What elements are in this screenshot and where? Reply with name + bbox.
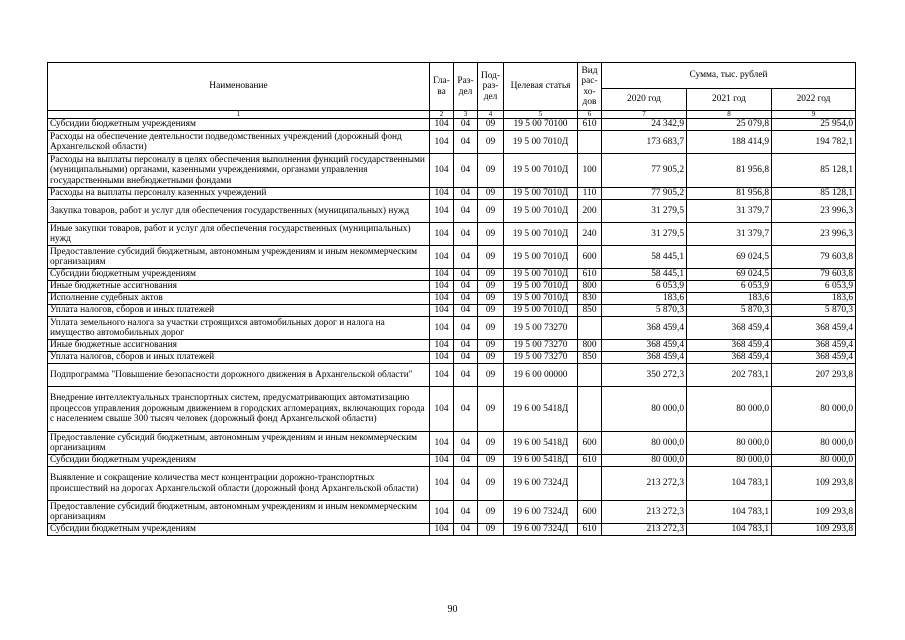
row-value-2020: 24 342,9 <box>602 119 687 131</box>
row-value-2022: 85 128,1 <box>772 188 856 200</box>
row-razdel: 04 <box>454 317 478 340</box>
row-razdel: 04 <box>454 269 478 281</box>
row-podrazdel: 09 <box>478 154 504 188</box>
column-number: 5 <box>504 111 578 119</box>
row-value-2021: 368 459,4 <box>687 340 772 352</box>
row-target: 19 6 00 7324Д <box>504 467 578 501</box>
table-row <box>48 455 856 467</box>
table-row <box>48 467 856 501</box>
row-value-2020: 77 905,2 <box>602 188 687 200</box>
row-razdel: 04 <box>454 293 478 305</box>
row-glava: 104 <box>430 501 454 524</box>
budget-table <box>47 62 856 536</box>
row-name: Иные бюджетные ассигнования <box>48 340 430 352</box>
row-razdel: 04 <box>454 246 478 269</box>
row-vid: 610 <box>578 455 602 467</box>
row-value-2020: 368 459,4 <box>602 352 687 364</box>
table-row <box>48 387 856 432</box>
table-row <box>48 281 856 293</box>
row-glava: 104 <box>430 281 454 293</box>
row-podrazdel: 09 <box>478 200 504 223</box>
row-razdel: 04 <box>454 305 478 317</box>
row-value-2022: 368 459,4 <box>772 340 856 352</box>
column-number: 8 <box>687 111 772 119</box>
header-glava: Гла-ва <box>430 63 454 111</box>
row-value-2020: 213 272,3 <box>602 501 687 524</box>
row-razdel: 04 <box>454 188 478 200</box>
row-value-2020: 58 445,1 <box>602 246 687 269</box>
row-value-2020: 31 279,5 <box>602 223 687 246</box>
column-numbers-row <box>48 111 856 119</box>
row-target: 19 5 00 73270 <box>504 340 578 352</box>
row-podrazdel: 09 <box>478 305 504 317</box>
row-name: Внедрение интеллектуальных транспортных систем, предусматривающих автоматизацию процессов управления дорожным движением в городских агломерациях, включающих города с населением свыше 300 тысяч человек (дорожный фонд Архангельской области) <box>48 387 430 432</box>
header-name: Наименование <box>48 63 430 111</box>
row-name: Иные закупки товаров, работ и услуг для обеспечения государственных (муниципальных) нужд <box>48 223 430 246</box>
row-target: 19 5 00 7010Д <box>504 131 578 154</box>
row-podrazdel: 09 <box>478 364 504 387</box>
row-razdel: 04 <box>454 200 478 223</box>
row-value-2022: 79 603,8 <box>772 246 856 269</box>
table-row <box>48 223 856 246</box>
row-value-2021: 69 024,5 <box>687 246 772 269</box>
row-value-2021: 81 956,8 <box>687 154 772 188</box>
row-target: 19 5 00 7010Д <box>504 188 578 200</box>
row-value-2021: 31 379,7 <box>687 223 772 246</box>
row-vid: 600 <box>578 432 602 455</box>
row-glava: 104 <box>430 432 454 455</box>
header-razdel: Раз-дел <box>454 63 478 111</box>
row-razdel: 04 <box>454 223 478 246</box>
table-row <box>48 246 856 269</box>
row-razdel: 04 <box>454 455 478 467</box>
row-value-2022: 183,6 <box>772 293 856 305</box>
header-year-2021: 2021 год <box>687 89 772 111</box>
row-value-2022: 109 293,8 <box>772 501 856 524</box>
table-row <box>48 131 856 154</box>
column-number: 2 <box>430 111 454 119</box>
row-podrazdel: 09 <box>478 188 504 200</box>
row-vid <box>578 317 602 340</box>
row-name: Выявление и сокращение количества мест концентрации дорожно-транспортных происшествий на дорогах Архангельской области (дорожный фонд Архангельской области) <box>48 467 430 501</box>
page-number: 90 <box>447 604 458 615</box>
row-podrazdel: 09 <box>478 317 504 340</box>
row-vid: 800 <box>578 340 602 352</box>
row-target: 19 5 00 7010Д <box>504 223 578 246</box>
row-value-2020: 213 272,3 <box>602 524 687 536</box>
row-target: 19 5 00 70100 <box>504 119 578 131</box>
row-glava: 104 <box>430 455 454 467</box>
row-glava: 104 <box>430 119 454 131</box>
row-vid: 110 <box>578 188 602 200</box>
row-podrazdel: 09 <box>478 281 504 293</box>
row-razdel: 04 <box>454 131 478 154</box>
header-vid: Вид рас-хо-дов <box>578 63 602 111</box>
row-razdel: 04 <box>454 340 478 352</box>
row-name: Предоставление субсидий бюджетным, автономным учреждениям и иным некоммерческим организациям <box>48 432 430 455</box>
row-target: 19 6 00 5418Д <box>504 455 578 467</box>
row-podrazdel: 09 <box>478 340 504 352</box>
row-name: Субсидии бюджетным учреждениям <box>48 455 430 467</box>
row-podrazdel: 09 <box>478 467 504 501</box>
row-vid <box>578 364 602 387</box>
row-vid: 610 <box>578 524 602 536</box>
table-row <box>48 432 856 455</box>
table-header-row <box>48 63 856 89</box>
row-podrazdel: 09 <box>478 223 504 246</box>
row-glava: 104 <box>430 364 454 387</box>
column-number: 1 <box>48 111 430 119</box>
row-value-2020: 368 459,4 <box>602 317 687 340</box>
row-value-2021: 5 870,3 <box>687 305 772 317</box>
row-name: Иные бюджетные ассигнования <box>48 281 430 293</box>
row-name: Уплата земельного налога за участки строящихся автомобильных дорог и налога на имущество автомобильных дорог <box>48 317 430 340</box>
row-value-2022: 79 603,8 <box>772 269 856 281</box>
column-number: 6 <box>578 111 602 119</box>
row-podrazdel: 09 <box>478 246 504 269</box>
row-value-2022: 80 000,0 <box>772 387 856 432</box>
row-value-2021: 104 783,1 <box>687 501 772 524</box>
row-value-2021: 80 000,0 <box>687 387 772 432</box>
row-vid: 800 <box>578 281 602 293</box>
row-value-2021: 368 459,4 <box>687 317 772 340</box>
row-vid: 850 <box>578 305 602 317</box>
row-name: Уплата налогов, сборов и иных платежей <box>48 352 430 364</box>
row-razdel: 04 <box>454 524 478 536</box>
row-glava: 104 <box>430 246 454 269</box>
row-name: Закупка товаров, работ и услуг для обеспечения государственных (муниципальных) нужд <box>48 200 430 223</box>
row-value-2022: 23 996,3 <box>772 200 856 223</box>
column-number: 9 <box>772 111 856 119</box>
row-glava: 104 <box>430 524 454 536</box>
row-razdel: 04 <box>454 501 478 524</box>
table-row <box>48 317 856 340</box>
header-podrazdel: Под-раз-дел <box>478 63 504 111</box>
row-value-2022: 23 996,3 <box>772 223 856 246</box>
table-row <box>48 200 856 223</box>
row-name: Исполнение судебных актов <box>48 293 430 305</box>
row-vid: 610 <box>578 119 602 131</box>
column-number: 7 <box>602 111 687 119</box>
row-razdel: 04 <box>454 364 478 387</box>
row-razdel: 04 <box>454 119 478 131</box>
row-podrazdel: 09 <box>478 293 504 305</box>
row-value-2022: 80 000,0 <box>772 455 856 467</box>
row-target: 19 5 00 7010Д <box>504 293 578 305</box>
row-glava: 104 <box>430 293 454 305</box>
row-name: Подпрограмма "Повышение безопасности дорожного движения в Архангельской области" <box>48 364 430 387</box>
row-value-2021: 69 024,5 <box>687 269 772 281</box>
table-row <box>48 340 856 352</box>
row-target: 19 5 00 7010Д <box>504 281 578 293</box>
row-target: 19 5 00 7010Д <box>504 200 578 223</box>
row-podrazdel: 09 <box>478 119 504 131</box>
table-row <box>48 305 856 317</box>
row-name: Расходы на обеспечение деятельности подведомственных учреждений (дорожный фонд Архангельской области) <box>48 131 430 154</box>
header-year-2022: 2022 год <box>772 89 856 111</box>
column-number: 4 <box>478 111 504 119</box>
row-value-2021: 188 414,9 <box>687 131 772 154</box>
row-target: 19 5 00 7010Д <box>504 305 578 317</box>
row-name: Субсидии бюджетным учреждениям <box>48 119 430 131</box>
row-value-2021: 80 000,0 <box>687 455 772 467</box>
row-value-2022: 368 459,4 <box>772 352 856 364</box>
row-value-2020: 368 459,4 <box>602 340 687 352</box>
row-target: 19 6 00 7324Д <box>504 501 578 524</box>
row-value-2022: 85 128,1 <box>772 154 856 188</box>
row-value-2020: 5 870,3 <box>602 305 687 317</box>
table-row <box>48 269 856 281</box>
row-podrazdel: 09 <box>478 524 504 536</box>
row-target: 19 5 00 73270 <box>504 352 578 364</box>
row-name: Предоставление субсидий бюджетным, автономным учреждениям и иным некоммерческим организациям <box>48 501 430 524</box>
row-vid: 240 <box>578 223 602 246</box>
table-body <box>48 119 856 536</box>
row-razdel: 04 <box>454 281 478 293</box>
row-vid <box>578 131 602 154</box>
row-value-2022: 194 782,1 <box>772 131 856 154</box>
table-row <box>48 154 856 188</box>
row-value-2020: 6 053,9 <box>602 281 687 293</box>
row-value-2020: 77 905,2 <box>602 154 687 188</box>
row-vid: 850 <box>578 352 602 364</box>
row-glava: 104 <box>430 352 454 364</box>
row-glava: 104 <box>430 269 454 281</box>
table-row <box>48 352 856 364</box>
row-value-2020: 350 272,3 <box>602 364 687 387</box>
row-value-2021: 80 000,0 <box>687 432 772 455</box>
row-vid <box>578 387 602 432</box>
row-vid: 600 <box>578 501 602 524</box>
row-value-2020: 183,6 <box>602 293 687 305</box>
row-vid: 600 <box>578 246 602 269</box>
row-value-2021: 104 783,1 <box>687 524 772 536</box>
table-row <box>48 119 856 131</box>
header-sum: Сумма, тыс. рублей <box>602 63 856 89</box>
row-value-2020: 80 000,0 <box>602 387 687 432</box>
row-value-2021: 6 053,9 <box>687 281 772 293</box>
row-razdel: 04 <box>454 467 478 501</box>
row-value-2020: 173 683,7 <box>602 131 687 154</box>
row-razdel: 04 <box>454 154 478 188</box>
row-glava: 104 <box>430 340 454 352</box>
row-target: 19 5 00 73270 <box>504 317 578 340</box>
row-podrazdel: 09 <box>478 501 504 524</box>
row-podrazdel: 09 <box>478 455 504 467</box>
row-glava: 104 <box>430 223 454 246</box>
row-value-2021: 25 079,8 <box>687 119 772 131</box>
row-target: 19 5 00 7010Д <box>504 269 578 281</box>
row-value-2022: 109 293,8 <box>772 467 856 501</box>
row-target: 19 6 00 00000 <box>504 364 578 387</box>
row-razdel: 04 <box>454 352 478 364</box>
row-podrazdel: 09 <box>478 131 504 154</box>
row-name: Предоставление субсидий бюджетным, автономным учреждениям и иным некоммерческим организациям <box>48 246 430 269</box>
row-name: Расходы на выплаты персоналу в целях обеспечения выполнения функций государственными (муниципальными) органами, казенными учреждениями, органами управления государственными внебюджетными фондами <box>48 154 430 188</box>
row-value-2021: 81 956,8 <box>687 188 772 200</box>
row-value-2022: 207 293,8 <box>772 364 856 387</box>
row-glava: 104 <box>430 467 454 501</box>
row-podrazdel: 09 <box>478 269 504 281</box>
row-vid: 830 <box>578 293 602 305</box>
column-number: 3 <box>454 111 478 119</box>
row-value-2021: 202 783,1 <box>687 364 772 387</box>
row-podrazdel: 09 <box>478 432 504 455</box>
row-name: Субсидии бюджетным учреждениям <box>48 269 430 281</box>
row-value-2020: 80 000,0 <box>602 455 687 467</box>
row-value-2021: 368 459,4 <box>687 352 772 364</box>
row-glava: 104 <box>430 200 454 223</box>
row-value-2021: 183,6 <box>687 293 772 305</box>
row-vid: 200 <box>578 200 602 223</box>
row-value-2020: 58 445,1 <box>602 269 687 281</box>
row-glava: 104 <box>430 131 454 154</box>
row-name: Расходы на выплаты персоналу казенных учреждений <box>48 188 430 200</box>
row-vid: 610 <box>578 269 602 281</box>
row-value-2022: 109 293,8 <box>772 524 856 536</box>
row-value-2020: 213 272,3 <box>602 467 687 501</box>
row-podrazdel: 09 <box>478 352 504 364</box>
table-row <box>48 364 856 387</box>
row-glava: 104 <box>430 154 454 188</box>
header-year-2020: 2020 год <box>602 89 687 111</box>
row-value-2022: 80 000,0 <box>772 432 856 455</box>
row-glava: 104 <box>430 317 454 340</box>
row-razdel: 04 <box>454 432 478 455</box>
row-value-2021: 104 783,1 <box>687 467 772 501</box>
row-target: 19 6 00 5418Д <box>504 432 578 455</box>
row-vid: 100 <box>578 154 602 188</box>
row-value-2020: 31 279,5 <box>602 200 687 223</box>
row-value-2022: 25 954,0 <box>772 119 856 131</box>
header-target: Целевая статья <box>504 63 578 111</box>
table-row <box>48 293 856 305</box>
row-target: 19 6 00 5418Д <box>504 387 578 432</box>
row-value-2020: 80 000,0 <box>602 432 687 455</box>
table-row <box>48 501 856 524</box>
row-vid <box>578 467 602 501</box>
row-name: Уплата налогов, сборов и иных платежей <box>48 305 430 317</box>
row-name: Субсидии бюджетным учреждениям <box>48 524 430 536</box>
row-target: 19 5 00 7010Д <box>504 154 578 188</box>
row-glava: 104 <box>430 188 454 200</box>
row-glava: 104 <box>430 387 454 432</box>
table-row <box>48 524 856 536</box>
table-row <box>48 188 856 200</box>
row-value-2022: 6 053,9 <box>772 281 856 293</box>
row-glava: 104 <box>430 305 454 317</box>
row-value-2022: 368 459,4 <box>772 317 856 340</box>
row-value-2021: 31 379,7 <box>687 200 772 223</box>
row-target: 19 5 00 7010Д <box>504 246 578 269</box>
row-razdel: 04 <box>454 387 478 432</box>
row-value-2022: 5 870,3 <box>772 305 856 317</box>
row-target: 19 6 00 7324Д <box>504 524 578 536</box>
row-podrazdel: 09 <box>478 387 504 432</box>
